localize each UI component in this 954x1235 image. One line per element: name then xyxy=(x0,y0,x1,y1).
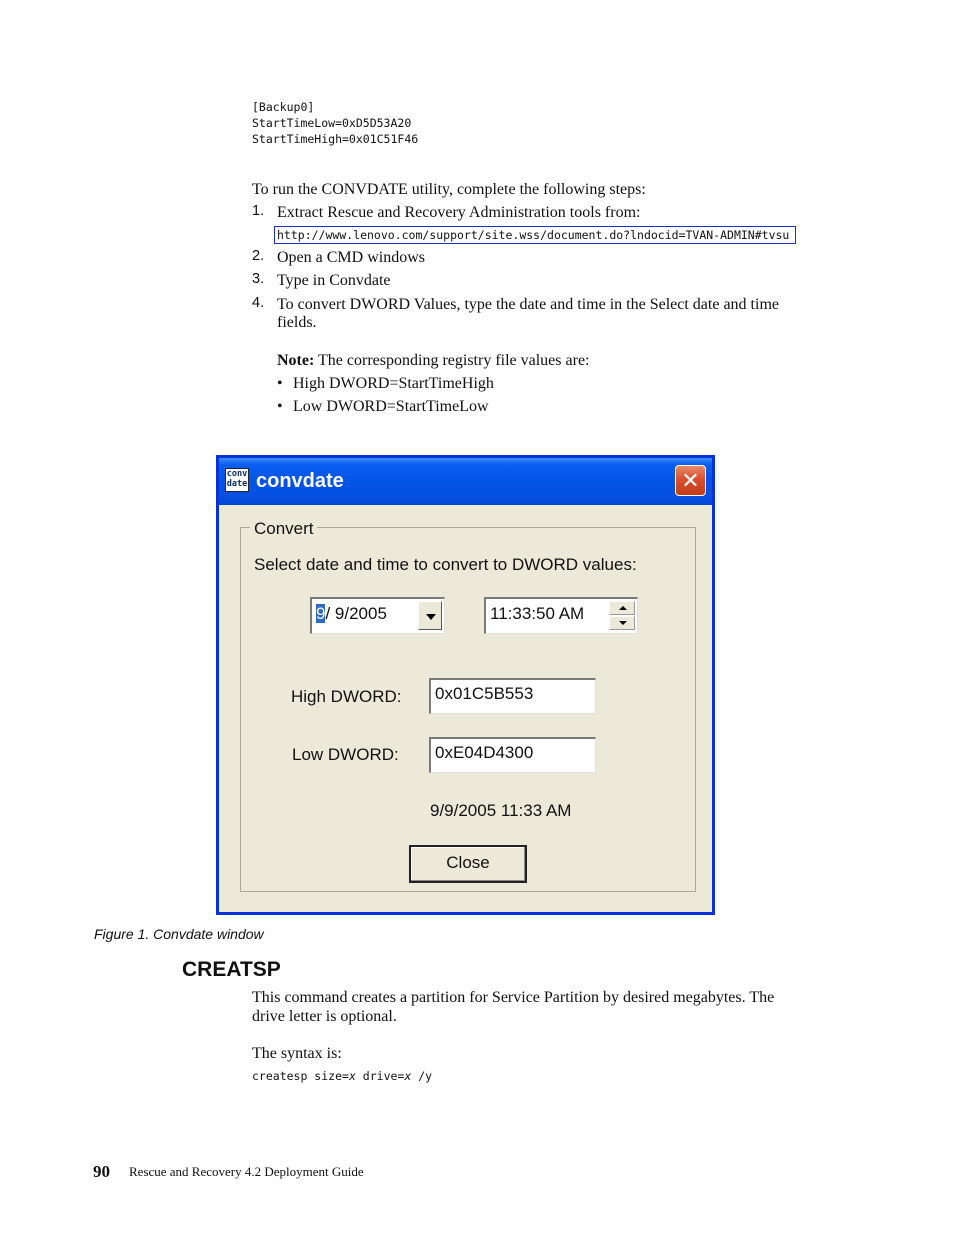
code-line-section: [Backup0] xyxy=(252,100,315,114)
syntax-size-var: x xyxy=(348,1069,356,1083)
window-title: convdate xyxy=(256,470,344,492)
bullet-high-dword: High DWORD=StartTimeHigh xyxy=(293,375,494,392)
step-4-text-line2: fields. xyxy=(277,314,317,331)
step-4-number: 4. xyxy=(252,295,265,311)
high-dword-field[interactable]: 0x01C5B553 xyxy=(429,678,596,714)
syntax-drive-var: x xyxy=(404,1069,412,1083)
code-line-start-time-high: StartTimeHigh=0x01C51F46 xyxy=(252,132,419,146)
footer-title: Rescue and Recovery 4.2 Deployment Guide xyxy=(129,1164,364,1179)
syntax-command xyxy=(252,1068,432,1084)
convdate-window xyxy=(216,455,715,915)
low-dword-label: Low DWORD: xyxy=(292,745,399,764)
date-dropdown-button[interactable] xyxy=(418,601,442,630)
date-rest: / 9/2005 xyxy=(325,604,387,623)
high-dword-label: High DWORD: xyxy=(291,687,402,706)
page-number: 90 xyxy=(93,1162,110,1181)
arrow-down-icon xyxy=(619,621,627,625)
syntax-drive: drive= xyxy=(355,1069,405,1083)
convert-group-label: Convert xyxy=(250,519,317,539)
time-spin-down-button[interactable] xyxy=(609,616,635,630)
app-icon-text-top: conv xyxy=(226,469,248,479)
syntax-flag: /y xyxy=(411,1069,433,1083)
low-dword-field[interactable]: 0xE04D4300 xyxy=(429,737,596,773)
code-line-start-time-low: StartTimeLow=0xD5D53A20 xyxy=(252,116,412,130)
bullet-marker: • xyxy=(277,375,283,392)
step-2-text: Open a CMD windows xyxy=(277,249,425,266)
section-title: CREATSP xyxy=(182,958,281,981)
section-paragraph-line2: drive letter is optional. xyxy=(252,1008,397,1025)
syntax-cmd: createsp size= xyxy=(252,1069,349,1083)
date-month-selected: 9 xyxy=(316,604,326,623)
syntax-intro: The syntax is: xyxy=(252,1045,342,1062)
converted-datetime: 9/9/2005 11:33 AM xyxy=(430,801,572,820)
intro-paragraph: To run the CONVDATE utility, complete the following steps: xyxy=(252,181,646,198)
time-spinner xyxy=(609,601,635,630)
close-button[interactable]: Close xyxy=(409,845,527,883)
title-bar[interactable] xyxy=(219,458,712,505)
chevron-down-icon xyxy=(426,614,436,620)
section-paragraph-line1: This command creates a partition for Service Partition by desired megabytes. The xyxy=(252,989,775,1006)
figure-caption: Figure 1. Convdate window xyxy=(94,926,264,942)
admin-tools-link[interactable]: http://www.lenovo.com/support/site.wss/document.do?lndocid=TVAN-ADMIN#tvsu xyxy=(274,226,796,244)
bullet-low-dword: Low DWORD=StartTimeLow xyxy=(293,398,489,415)
bullet-marker: • xyxy=(277,398,283,415)
step-4-text-line1: To convert DWORD Values, type the date and time in the Select date and time xyxy=(277,296,779,313)
convdate-app-icon xyxy=(225,468,249,492)
convert-prompt: Select date and time to convert to DWORD values: xyxy=(254,555,637,574)
close-icon: ✕ xyxy=(681,468,700,493)
time-value: 11:33:50 AM xyxy=(490,604,585,623)
date-picker[interactable] xyxy=(310,597,445,634)
step-2-number: 2. xyxy=(252,248,265,264)
step-1-text: Extract Rescue and Recovery Administration tools from: xyxy=(277,204,641,221)
time-spin-up-button[interactable] xyxy=(609,601,635,615)
note-text: The corresponding registry file values are: xyxy=(318,352,590,369)
step-3-number: 3. xyxy=(252,271,265,287)
time-picker[interactable] xyxy=(484,597,638,634)
note xyxy=(277,351,589,370)
note-label: Note: xyxy=(277,352,315,369)
arrow-up-icon xyxy=(619,606,627,610)
step-3-text: Type in Convdate xyxy=(277,272,391,289)
app-icon-text-bottom: date xyxy=(226,479,248,489)
close-window-button[interactable] xyxy=(675,465,706,496)
step-1-number: 1. xyxy=(252,203,265,219)
